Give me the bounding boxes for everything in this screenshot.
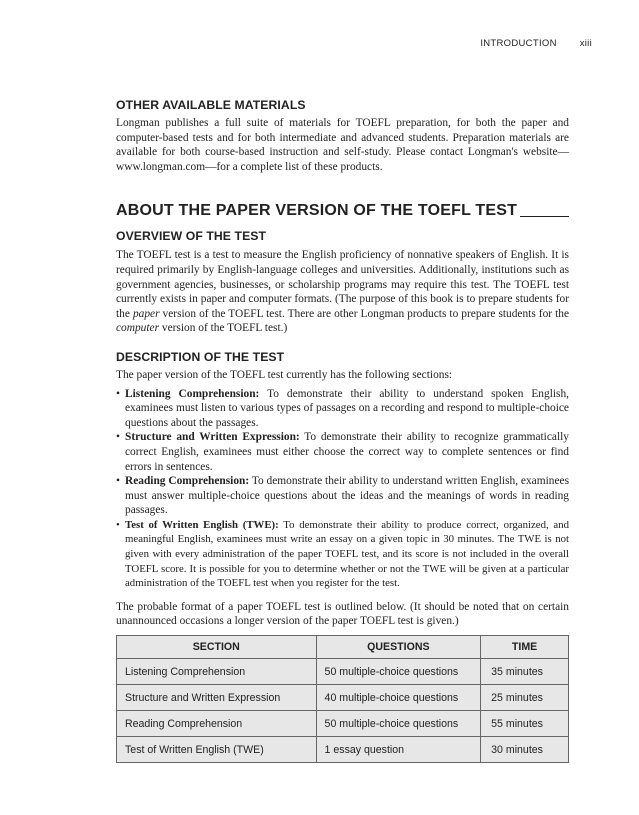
overview-emphasis-paper: paper xyxy=(132,307,160,320)
format-note: The probable format of a paper TOEFL test is outlined below. (It should be noted that on certain unannounced occasions a longer version of the paper TOEFL test is given.) xyxy=(116,600,569,628)
table-cell-questions: 50 multiple-choice questions xyxy=(316,711,481,737)
table-cell-section: Test of Written English (TWE) xyxy=(117,737,317,763)
column-header-questions: QUESTIONS xyxy=(316,636,481,659)
overview-heading: OVERVIEW OF THE TEST xyxy=(116,229,267,244)
bullet: • xyxy=(116,387,120,400)
list-item xyxy=(116,430,569,474)
list-item-term: Test of Written English (TWE): xyxy=(125,518,279,531)
list-item xyxy=(116,474,569,518)
bullet: • xyxy=(116,475,120,488)
column-header-time: TIME xyxy=(481,636,569,659)
table-row xyxy=(117,685,569,711)
running-head xyxy=(480,38,592,49)
overview-emphasis-computer: computer xyxy=(116,322,160,335)
list-item-text: To demonstrate their ability to understand written English, examinees must answer multiple-choice questions about the ideas and the meanings of words in reading passages. xyxy=(125,475,569,517)
table-row xyxy=(117,737,569,763)
table-cell-time: 30 minutes xyxy=(481,737,569,763)
table-cell-questions: 1 essay question xyxy=(316,737,481,763)
table-row xyxy=(117,711,569,737)
bullet: • xyxy=(116,431,120,444)
about-heading xyxy=(116,202,569,220)
sections-list xyxy=(116,387,569,591)
list-item-term: Listening Comprehension: xyxy=(125,387,260,400)
description-intro: The paper version of the TOEFL test currently has the following sections: xyxy=(116,368,453,381)
overview-text-3: version of the TOEFL test.) xyxy=(159,322,288,335)
list-item-text: To demonstrate their ability to recognize grammatically correct English, examinees must either choose the correct way to complete sentences or find errors in sentences. xyxy=(125,431,569,473)
table-cell-time: 35 minutes xyxy=(481,659,569,685)
page-content xyxy=(116,98,569,763)
table-cell-section: Reading Comprehension xyxy=(117,711,317,737)
other-materials-heading: OTHER AVAILABLE MATERIALS xyxy=(116,98,306,112)
page-number: xiii xyxy=(579,38,592,49)
table-row xyxy=(117,659,569,685)
other-materials-paragraph: Longman publishes a full suite of materials for TOEFL preparation, for both the paper and computer-based tests and for both intermediate and advanced students. Preparation materials are available for both course-based instruction and self-study. Please contact Longman's website—www.longman.com—for a complete list of these products. xyxy=(116,117,569,173)
list-item-term: Reading Comprehension: xyxy=(125,475,250,488)
table-cell-questions: 50 multiple-choice questions xyxy=(316,659,481,685)
list-item-text: To demonstrate their ability to produce correct, organized, and meaningful English, examinees must write an essay on a given topic in 30 minutes. The TWE is not given with every administration of the paper TOEFL test, and its score is not included in the overall TOEFL score. It is possible for you to determine whether or not the TWE will be given at a particular administration of the TOEFL test when you register for the test. xyxy=(125,518,569,590)
list-item xyxy=(116,518,569,591)
running-head-section: INTRODUCTION xyxy=(480,38,557,49)
overview-paragraph xyxy=(116,248,569,336)
list-item-term: Structure and Written Expression: xyxy=(125,431,300,444)
table-cell-questions: 40 multiple-choice questions xyxy=(316,685,481,711)
overview-text-2: version of the TOEFL test. There are other Longman products to prepare students for the xyxy=(159,307,570,320)
column-header-section: SECTION xyxy=(117,636,317,659)
heading-rule xyxy=(520,216,569,217)
table-cell-time: 25 minutes xyxy=(481,685,569,711)
test-format-table xyxy=(116,635,569,763)
list-item xyxy=(116,387,569,431)
bullet: • xyxy=(116,518,120,531)
description-heading: DESCRIPTION OF THE TEST xyxy=(116,349,285,364)
overview-text-1: The TOEFL test is a test to measure the English proficiency of nonnative speakers of English. It is required primarily by English-language colleges and universities. Additionally, institutions such as government agencies, businesses, or scholarship programs may require this test. The TOEFL test currently exists in paper and computer formats. (The purpose of this book is to prepare students for the xyxy=(116,249,569,320)
table-cell-section: Structure and Written Expression xyxy=(117,685,317,711)
table-cell-time: 55 minutes xyxy=(481,711,569,737)
table-header-row xyxy=(117,636,569,659)
table-cell-section: Listening Comprehension xyxy=(117,659,317,685)
list-item-text: To demonstrate their ability to understand spoken English, examinees must listen to various types of passages on a recording and respond to multiple-choice questions about the passages. xyxy=(125,387,570,429)
about-heading-text: ABOUT THE PAPER VERSION OF THE TOEFL TEST xyxy=(116,202,518,220)
